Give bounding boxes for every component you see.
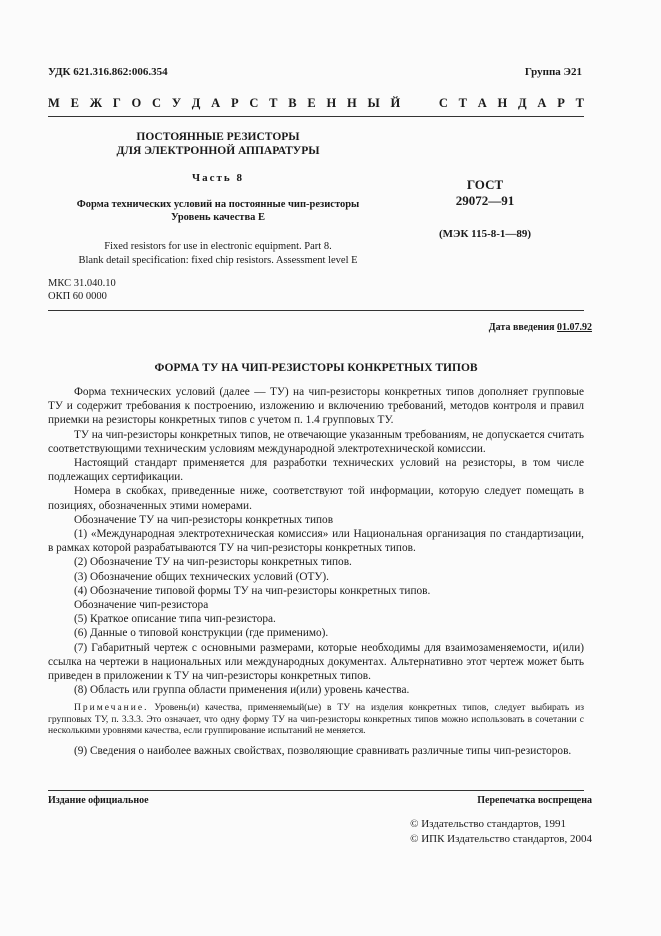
banner-letter: Н bbox=[326, 96, 337, 110]
banner-letter: Н bbox=[347, 96, 357, 110]
copyright-block bbox=[410, 817, 592, 847]
list-item: (4) Обозначение типовой формы ТУ на чип-резисторы конкретных типов. bbox=[74, 584, 431, 597]
copyright-line-1: © Издательство стандартов, 1991 bbox=[410, 818, 567, 830]
list-item: (5) Краткое описание типа чип-резистора. bbox=[74, 613, 276, 626]
date-label: Дата введения bbox=[488, 322, 555, 333]
gost-number: 29072—91 bbox=[455, 193, 515, 208]
list-item: (8) Область или группа области применения и(или) уровень качества. bbox=[74, 684, 410, 697]
english-title bbox=[48, 240, 388, 267]
date-value: 01.07.92 bbox=[557, 322, 592, 333]
gost-designation bbox=[420, 177, 550, 209]
subtitle-line-2: Уровень качества Е bbox=[170, 212, 266, 223]
banner-letter: А bbox=[211, 96, 221, 110]
banner-letter: Д bbox=[191, 96, 201, 110]
banner-letter: Ж bbox=[89, 96, 103, 110]
banner-letter: О bbox=[131, 96, 142, 110]
banner-letter: Ы bbox=[367, 96, 380, 110]
list-item: (1) «Международная электротехническая комиссия» или Национальная организация по стандартизации, в рамках которой разрабатываются ТУ на чип-резисторы конкретных типов. bbox=[48, 528, 584, 555]
banner-letter: Д bbox=[518, 96, 527, 110]
reprint-prohibited: Перепечатка воспрещена bbox=[477, 795, 592, 806]
english-line-1: Fixed resistors for use in electronic equipment. Part 8. bbox=[104, 241, 332, 252]
subtitle-line-1: Форма технических условий на постоянные чип-резисторы bbox=[76, 199, 360, 210]
group-code: Группа Э21 bbox=[524, 66, 582, 78]
banner-letter bbox=[411, 96, 414, 111]
banner-letter: У bbox=[171, 96, 182, 110]
mks-code: МКС 31.040.10 bbox=[48, 278, 116, 289]
banner-letter: Г bbox=[112, 96, 121, 110]
banner-letter: Т bbox=[575, 96, 584, 110]
list-item: (3) Обозначение общих технических условий (ОТУ). bbox=[74, 570, 330, 583]
banner-letter: А bbox=[537, 96, 547, 110]
list-item: (2) Обозначение ТУ на чип-резисторы конкретных типов. bbox=[74, 556, 352, 569]
banner-letter bbox=[425, 96, 428, 111]
official-edition: Издание официальное bbox=[48, 795, 149, 806]
paragraph: Номера в скобках, приведенные ниже, соответствуют той информации, которую следует помещать в позициях, обозначенных этими номерами. bbox=[48, 485, 584, 512]
note-label: Примечание. bbox=[74, 703, 149, 714]
paragraph: Настоящий стандарт применяется для разработки технических условий на резисторы, в том числе подлежащих сертификации. bbox=[48, 457, 584, 484]
note-text: Уровень(и) качества, применяемый(ые) в ТУ на изделия конкретных типов, следует выбирать из групповых ТУ, п. 3.3.3. Это означает, что одну форму ТУ на чип-резисторы конкретных типов можно использовать в сочетании с несколькими уровнями качества, если группирование испытаний не меняется. bbox=[48, 703, 584, 737]
banner-letter: Т bbox=[269, 96, 278, 110]
okp-code: ОКП 60 0000 bbox=[48, 290, 107, 302]
banner-letter: В bbox=[288, 96, 297, 110]
banner-letter: С bbox=[249, 96, 259, 110]
banner-letter: А bbox=[477, 96, 487, 110]
title-line-1: ПОСТОЯННЫЕ РЕЗИСТОРЫ bbox=[136, 131, 300, 143]
paragraph: Обозначение чип-резистора bbox=[74, 599, 209, 612]
paragraph: Форма технических условий (далее — ТУ) на чип-резисторы конкретных типов дополняет групповые ТУ и содержит требования к построению, изложению и включению требований, методов контроля и правил приемки на резисторы конкретных типов с учетом п. 1.4 групповых ТУ. bbox=[48, 386, 584, 427]
banner-letter: Й bbox=[390, 96, 401, 110]
section-heading: ФОРМА ТУ НА ЧИП-РЕЗИСТОРЫ КОНКРЕТНЫХ ТИПОВ bbox=[154, 362, 478, 374]
banner-letter: Е bbox=[70, 96, 79, 110]
iec-reference: (МЭК 115-8-1—89) bbox=[438, 228, 532, 240]
standard-subtitle bbox=[48, 198, 388, 224]
footer-divider bbox=[48, 790, 584, 791]
english-line-2: Blank detail specification: fixed chip resistors. Assessment level E bbox=[78, 254, 358, 266]
document-body bbox=[48, 385, 584, 758]
banner-letter: Е bbox=[307, 96, 316, 110]
banner-letter: Н bbox=[497, 96, 508, 110]
title-line-2: ДЛЯ ЭЛЕКТРОННОЙ АППАРАТУРЫ bbox=[116, 145, 320, 157]
introduction-date bbox=[489, 322, 592, 333]
note bbox=[48, 703, 584, 738]
copyright-line-2: © ИПК Издательство стандартов, 2004 bbox=[410, 833, 592, 845]
classification-codes bbox=[48, 278, 116, 303]
list-item: (6) Данные о типовой конструкции (где применимо). bbox=[74, 627, 329, 640]
banner-letter: Р bbox=[557, 96, 565, 110]
part-label: Часть 8 bbox=[192, 172, 244, 184]
list-item: (7) Габаритный чертеж с основными размерами, которые необходимы для взаимозаменяемости, и(или) ссылка на чертежи в национальных или международных документах. Альтернативно этот чертеж может быть приведен в приложении к ТУ на чип-резисторы конкретных типов. bbox=[48, 641, 584, 683]
banner-letter: Т bbox=[458, 96, 467, 110]
standard-title bbox=[48, 130, 388, 158]
middle-divider bbox=[48, 310, 584, 311]
udk-code: УДК 621.316.862:006.354 bbox=[48, 66, 168, 78]
banner-letter: С bbox=[152, 96, 162, 110]
paragraph: ТУ на чип-резисторы конкретных типов, не отвечающие указанным требованиям, не допускается считать соответствующими техническим условиям международной электротехнической комиссии. bbox=[48, 428, 584, 455]
gost-name: ГОСТ bbox=[466, 177, 504, 192]
interstate-standard-banner bbox=[48, 96, 584, 111]
paragraph: Обозначение ТУ на чип-резисторы конкретных типов bbox=[74, 513, 334, 526]
banner-letter: Р bbox=[230, 96, 239, 110]
list-item: (9) Сведения о наиболее важных свойствах, позволяющие сравнивать различные типы чип-резисторов. bbox=[74, 744, 572, 757]
banner-letter: М bbox=[48, 96, 60, 110]
top-divider bbox=[48, 116, 584, 117]
banner-letter: С bbox=[438, 96, 448, 110]
